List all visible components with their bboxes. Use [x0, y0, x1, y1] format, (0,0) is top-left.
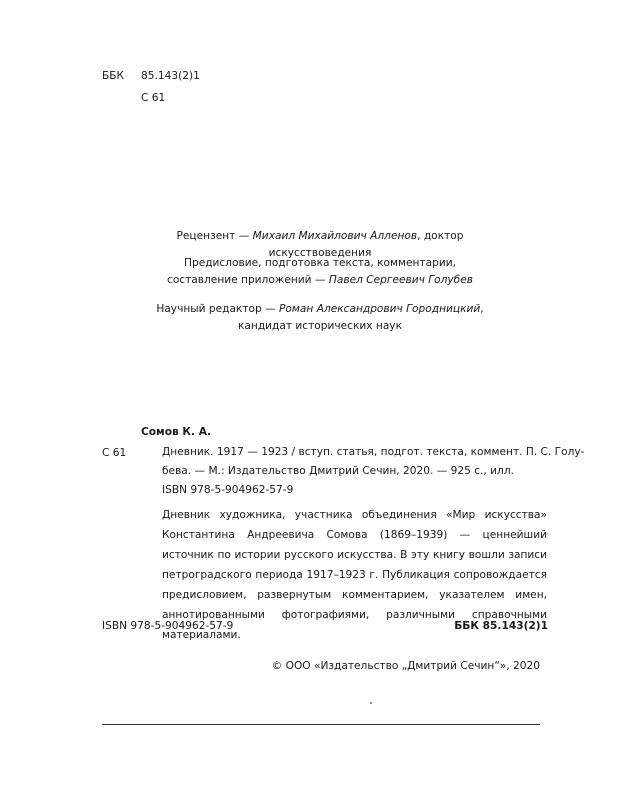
- editor-degree: кандидат исторических наук: [238, 320, 402, 332]
- footer-bbk: ББК 85.143(2)1: [454, 620, 548, 632]
- bbk-label: ББК: [102, 70, 125, 82]
- editor-credit: [150, 301, 490, 335]
- bib-isbn: ISBN 978-5-904962-57-9: [162, 484, 294, 496]
- editor-role: Научный редактор —: [156, 303, 280, 315]
- footer-isbn: ISBN 978-5-904962-57-9: [102, 620, 234, 632]
- copyright-line: © ООО «Издательство „Дмитрий Сечин“», 2020: [271, 660, 540, 672]
- author-mark-bib: С 61: [102, 447, 127, 459]
- annotation-text: Дневник художника, участника объединения «Мир искусства» Константина Андреевича Сомова (1869–1939) — ценнейший источник по истории русского искусства. В эту книгу вошли записи петроградского периода 1917–1923 г. Публикация сопровождается предисловием, развернутым комментарием, указателем имен, аннотированными фотографиями, различными справочными материалами.: [162, 509, 547, 641]
- preface-name: Павел Сергеевич Голубев: [328, 274, 473, 286]
- bib-line-1: Дневник. 1917 — 1923 / вступ. статья, подгот. текста, коммент. П. С. Голу-: [162, 446, 585, 458]
- preface-prefix: составление приложений —: [167, 274, 329, 286]
- preface-line-1: Предисловие, подготовка текста, комментарии,: [184, 257, 456, 269]
- editor-line-1: [150, 301, 490, 318]
- bottom-rule: [102, 724, 540, 725]
- preface-credit: [150, 255, 490, 289]
- editor-name: Роман Александрович Городницкий: [279, 303, 481, 315]
- author-heading: Сомов К. А.: [141, 426, 211, 438]
- reviewer-role: Рецензент —: [176, 230, 253, 242]
- bib-line-2: бева. — М.: Издательство Дмитрий Сечин, 2020. — 925 с., илл.: [162, 465, 514, 477]
- author-mark-top: С 61: [141, 92, 166, 104]
- editor-suffix: ,: [480, 303, 484, 315]
- preface-line-2: [150, 272, 490, 289]
- reviewer-degree: , доктор искусствоведения: [268, 230, 464, 259]
- printer-mark: [370, 702, 372, 704]
- reviewer-name: Михаил Михайлович Алленов: [252, 230, 418, 242]
- bbk-code: 85.143(2)1: [141, 70, 200, 82]
